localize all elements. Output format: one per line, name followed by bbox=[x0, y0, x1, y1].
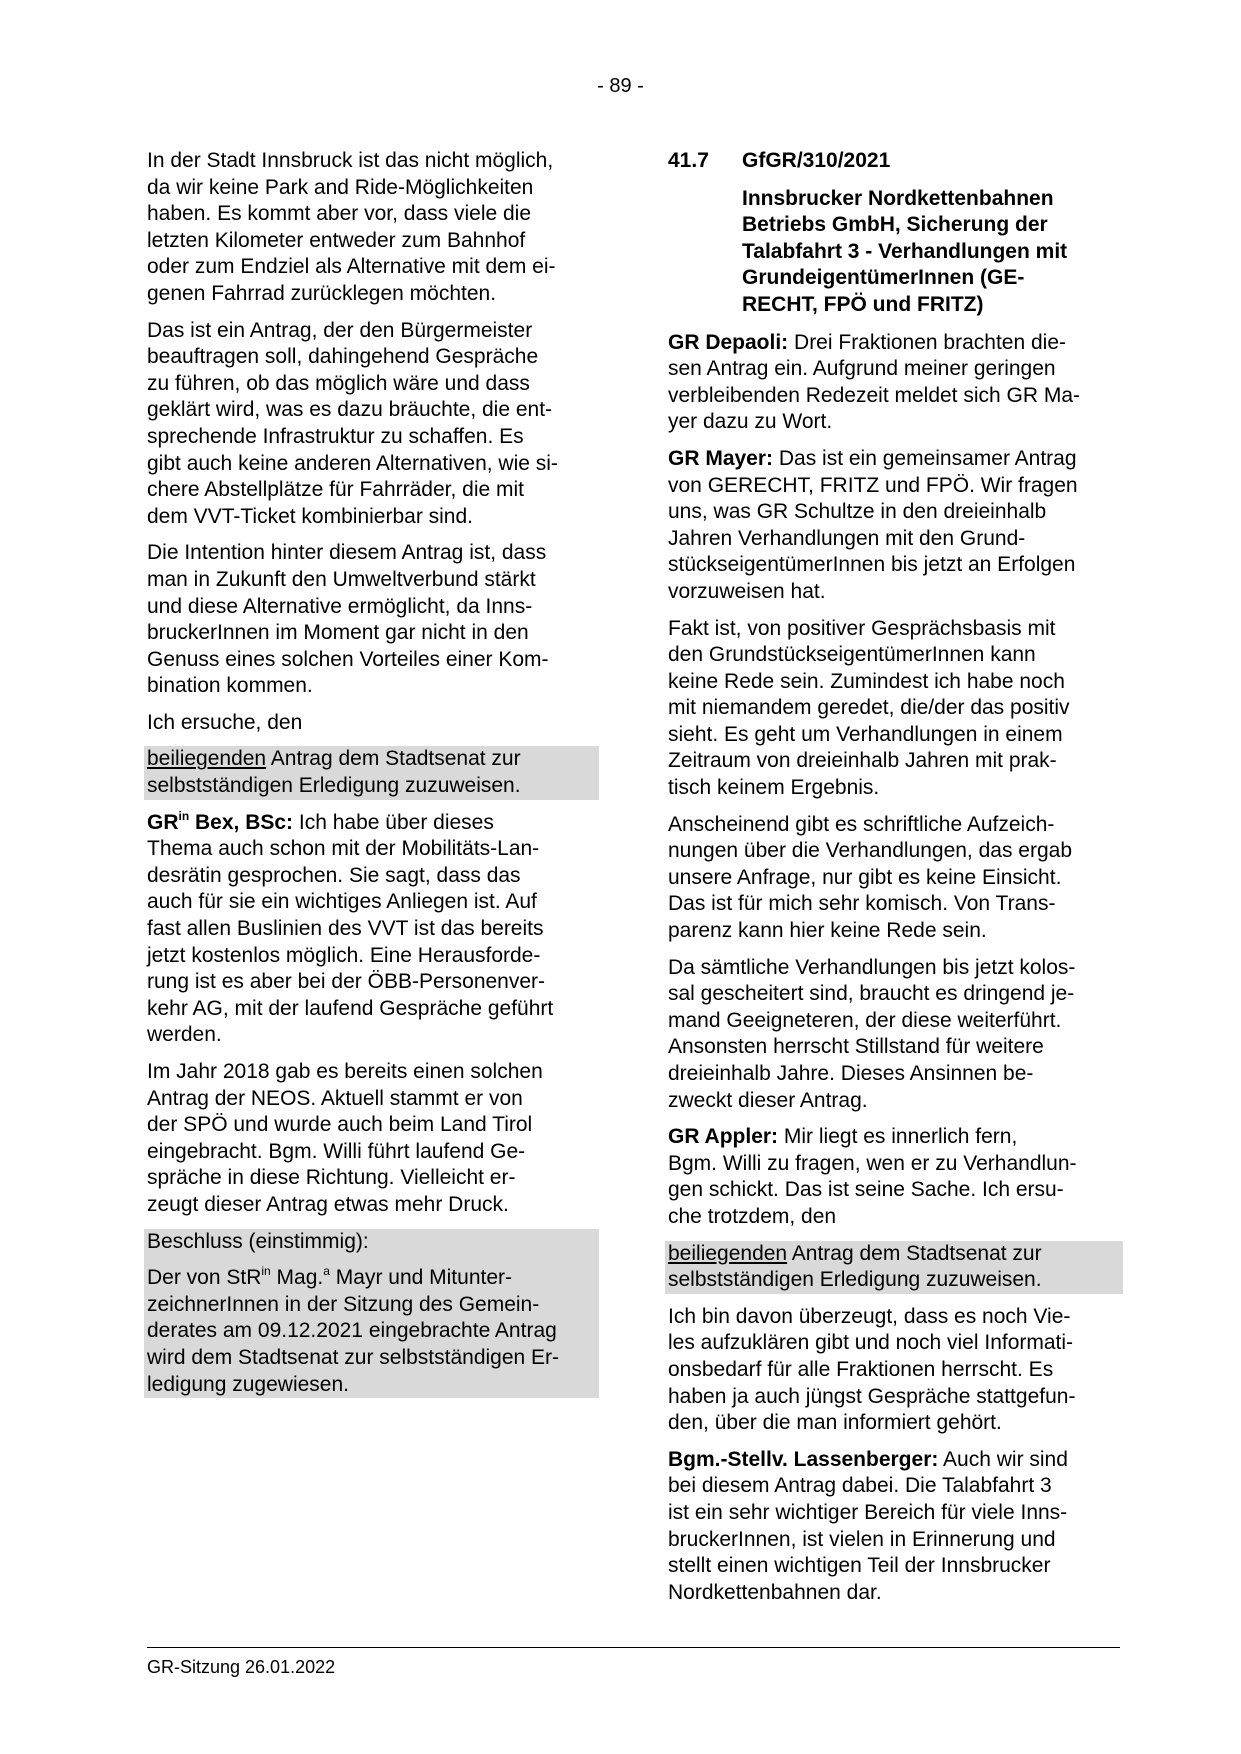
paragraph-antrag-buergermeister bbox=[147, 318, 599, 531]
speaker-name: $GR^{in}$ Bex, BSc: bbox=[147, 808, 294, 834]
footer-session-date: GR-Sitzung 26.01.2022 bbox=[147, 1657, 336, 1677]
title-line: RECHT, FPÖ und FRITZ) bbox=[742, 292, 984, 316]
paragraph-park-and-ride bbox=[147, 148, 599, 308]
speech-first-line bbox=[147, 810, 599, 837]
paragraph-ich-bin bbox=[668, 1304, 1120, 1437]
text-line: Antrag der NEOS. Aktuell stammt er von bbox=[147, 1086, 523, 1110]
motion-underlined-text: beiliegenden bbox=[668, 1241, 788, 1265]
speech-text: Auch wir sind bbox=[938, 1447, 1068, 1471]
speaker-name: GR Appler: bbox=[668, 1125, 779, 1149]
text-line: Zeitraum von dreieinhalb Jahren mit prak- bbox=[668, 749, 1057, 773]
motion-box bbox=[665, 1241, 1123, 1294]
motion-line: selbstständigen Erledigung zuzuweisen. bbox=[147, 774, 521, 798]
text-line: Bgm. Willi zu fragen, wen er zu Verhandlun- bbox=[668, 1151, 1077, 1175]
text-line: man in Zukunft den Umweltverbund stärkt bbox=[147, 567, 536, 591]
text-line: eingebracht. Bgm. Willi führt laufend Ge- bbox=[147, 1139, 526, 1163]
text-line: fast allen Buslinien des VVT ist das bereits bbox=[147, 917, 544, 941]
text-line: mit niemandem geredet, die/der das positiv bbox=[668, 696, 1070, 720]
text-line: spräche in diese Richtung. Vielleicht er- bbox=[147, 1166, 516, 1190]
text-line: gen schickt. Das ist seine Sache. Ich ersu- bbox=[668, 1178, 1064, 1202]
text-line: nungen über die Verhandlungen, das ergab bbox=[668, 839, 1073, 863]
text-line: Das ist ein Antrag, der den Bürgermeister bbox=[147, 318, 533, 342]
text-line: Die Intention hinter diesem Antrag ist, dass bbox=[147, 541, 547, 565]
speech-mayer bbox=[668, 446, 1120, 606]
left-column bbox=[147, 148, 599, 1398]
text-line: von GERECHT, FRITZ und FPÖ. Wir fragen bbox=[668, 473, 1078, 497]
text-line: wird dem Stadtsenat zur selbstständigen Er- bbox=[147, 1345, 560, 1369]
text-line: In der Stadt Innsbruck ist das nicht möglich, bbox=[147, 149, 554, 172]
footer-divider bbox=[147, 1647, 1120, 1648]
speaker-name: GR Depaoli: bbox=[668, 330, 789, 354]
text-line: oder zum Endziel als Alternative mit dem ei- bbox=[147, 255, 556, 279]
agenda-item-code: GfGR/310/2021 bbox=[742, 149, 891, 172]
title-line: Innsbrucker Nordkettenbahnen bbox=[742, 186, 1054, 210]
text-line: vorzuweisen hat. bbox=[668, 579, 826, 603]
text-line: stellt einen wichtigen Teil der Innsbrucker bbox=[668, 1554, 1051, 1578]
text-line: haben. Es kommt aber vor, dass viele die bbox=[147, 202, 532, 226]
text-line: che trotzdem, den bbox=[668, 1204, 837, 1228]
paragraph-intention bbox=[147, 540, 599, 700]
text-line: zweckt dieser Antrag. bbox=[668, 1088, 868, 1112]
motion-line bbox=[668, 1241, 1123, 1268]
speech-first-line bbox=[668, 330, 1120, 357]
text-line: Jahren Verhandlungen mit den Grund- bbox=[668, 526, 1026, 550]
speech-depaoli bbox=[668, 330, 1120, 436]
text-line: Nordkettenbahnen dar. bbox=[668, 1580, 882, 1604]
text-line: unsere Anfrage, nur gibt es keine Einsicht. bbox=[668, 865, 1062, 889]
text-line: chere Abstellplätze für Fahrräder, die mit bbox=[147, 478, 525, 502]
text-line: und diese Alternative ermöglicht, da Inns- bbox=[147, 594, 533, 618]
resolution-first-line: Der von StR$^{in}$ Mag.$^a$ Mayr und Mitunter- bbox=[147, 1264, 512, 1290]
text-line: onsbedarf für alle Fraktionen herrscht. Es bbox=[668, 1357, 1054, 1381]
text-line: bruckerInnen im Moment gar nicht in den bbox=[147, 621, 529, 645]
motion-line bbox=[147, 746, 599, 773]
text-line: Ich bin davon überzeugt, dass es noch Vie- bbox=[668, 1304, 1071, 1328]
text-line: geklärt wird, was es dazu bräuchte, die ent- bbox=[147, 398, 553, 422]
motion-box bbox=[144, 746, 599, 799]
text-line: parenz kann hier keine Rede sein. bbox=[668, 919, 987, 943]
motion-line: selbstständigen Erledigung zuzuweisen. bbox=[668, 1268, 1042, 1292]
motion-text: Antrag dem Stadtsenat zur bbox=[266, 747, 521, 771]
text-line: Im Jahr 2018 gab es bereits einen solchen bbox=[147, 1060, 543, 1083]
text-line: kehr AG, mit der laufend Gespräche geführt bbox=[147, 996, 554, 1020]
text-line: Da sämtliche Verhandlungen bis jetzt kolos- bbox=[668, 955, 1076, 979]
text-line: auch für sie ein wichtiges Anliegen ist. Auf bbox=[147, 890, 537, 914]
paragraph-neos bbox=[147, 1059, 599, 1219]
paragraph-ich-ersuche bbox=[147, 710, 599, 737]
text-line: Anscheinend gibt es schriftliche Aufzeich- bbox=[668, 812, 1055, 836]
resolution-title: Beschluss (einstimmig): bbox=[147, 1229, 369, 1253]
text-line: genen Fahrrad zurücklegen möchten. bbox=[147, 281, 497, 305]
speech-appler bbox=[668, 1124, 1120, 1230]
speaker-name: Bgm.-Stellv. Lassenberger: bbox=[668, 1447, 939, 1471]
speech-text: Das ist ein gemeinsamer Antrag bbox=[773, 446, 1077, 470]
text-line: Ansonsten herrscht Stillstand für weitere bbox=[668, 1035, 1044, 1059]
paragraph-anscheinend bbox=[668, 812, 1120, 945]
text-line: haben ja auch jüngst Gespräche stattgefun- bbox=[668, 1384, 1076, 1408]
text-line: stückseigentümerInnen bis jetzt an Erfolgen bbox=[668, 553, 1076, 577]
right-column bbox=[668, 148, 1120, 1616]
title-line: Betriebs GmbH, Sicherung der bbox=[742, 213, 1048, 237]
resolution-box bbox=[144, 1229, 599, 1399]
text-line: verbleibenden Redezeit meldet sich GR Ma- bbox=[668, 383, 1081, 407]
text-line: tisch keinem Ergebnis. bbox=[668, 776, 880, 800]
speech-first-line bbox=[668, 446, 1120, 473]
text-line: keine Rede sein. Zumindest ich habe noch bbox=[668, 669, 1065, 693]
speech-bex bbox=[147, 810, 599, 1049]
text-line: werden. bbox=[147, 1023, 222, 1047]
text-line: Fakt ist, von positiver Gesprächsbasis mit bbox=[668, 616, 1056, 640]
text-line: bei diesem Antrag dabei. Die Talabfahrt 3 bbox=[668, 1474, 1052, 1498]
text-line: uns, was GR Schultze in den dreieinhalb bbox=[668, 500, 1047, 524]
text-line: sen Antrag ein. Aufgrund meiner geringen bbox=[668, 357, 1056, 381]
text-line: den GrundstückseigentümerInnen kann bbox=[668, 643, 1036, 667]
text-line: mand Geeigneteren, der diese weiterführt. bbox=[668, 1008, 1062, 1032]
speaker-name: GR Mayer: bbox=[668, 446, 774, 470]
paragraph-fakt bbox=[668, 616, 1120, 802]
title-line: Talabfahrt 3 - Verhandlungen mit bbox=[742, 239, 1068, 263]
speech-text: Ich habe über dieses bbox=[293, 810, 494, 834]
text-line: der SPÖ und wurde auch beim Land Tirol bbox=[147, 1113, 533, 1137]
text-line: sal gescheitert sind, braucht es dringend je- bbox=[668, 982, 1075, 1006]
speech-text: Drei Fraktionen brachten die- bbox=[788, 330, 1066, 354]
text-line: Das ist für mich sehr komisch. Von Trans- bbox=[668, 892, 1056, 916]
text-line: den, über die man informiert gehört. bbox=[668, 1411, 1002, 1435]
text-line: ist ein sehr wichtiger Bereich für viele Inns- bbox=[668, 1500, 1068, 1524]
text-line: sprechende Infrastruktur zu schaffen. Es bbox=[147, 424, 524, 448]
text-line: yer dazu zu Wort. bbox=[668, 410, 833, 434]
text-line: Ich ersuche, den bbox=[147, 710, 303, 734]
text-line: zeugt dieser Antrag etwas mehr Druck. bbox=[147, 1192, 509, 1216]
text-line: letzten Kilometer entweder zum Bahnhof bbox=[147, 228, 526, 252]
speech-first-line bbox=[668, 1124, 1120, 1151]
speech-first-line bbox=[668, 1447, 1120, 1474]
text-line: dreieinhalb Jahre. Dieses Ansinnen be- bbox=[668, 1062, 1034, 1085]
speech-text: Mir liegt es innerlich fern, bbox=[778, 1125, 1018, 1149]
speech-lassenberger bbox=[668, 1447, 1120, 1607]
title-line: GrundeigentümerInnen (GE- bbox=[742, 266, 1025, 290]
text-line: ledigung zugewiesen. bbox=[147, 1372, 349, 1396]
text-line: zu führen, ob das möglich wäre und dass bbox=[147, 371, 530, 395]
text-line: rung ist es aber bei der ÖBB-Personenver- bbox=[147, 970, 546, 994]
text-line: da wir keine Park and Ride-Möglichkeiten bbox=[147, 175, 534, 199]
text-line: beauftragen soll, dahingehend Gespräche bbox=[147, 345, 539, 369]
text-line: desrätin gesprochen. Sie sagt, dass das bbox=[147, 863, 521, 887]
text-line: zeichnerInnen in der Sitzung des Gemein- bbox=[147, 1292, 540, 1316]
motion-text: Antrag dem Stadtsenat zur bbox=[787, 1241, 1042, 1265]
text-line: dem VVT-Ticket kombinierbar sind. bbox=[147, 504, 474, 528]
text-line: les aufzuklären gibt und noch viel Informati- bbox=[668, 1331, 1074, 1355]
text-line: sieht. Es geht um Verhandlungen in einem bbox=[668, 722, 1063, 746]
motion-underlined-text: beiliegenden bbox=[147, 747, 267, 771]
agenda-item-number: 41.7 bbox=[668, 149, 709, 172]
text-line: derates am 09.12.2021 eingebrachte Antrag bbox=[147, 1319, 557, 1343]
text-line: Genuss eines solchen Vorteiles einer Kom- bbox=[147, 647, 549, 671]
text-line: gibt auch keine anderen Alternativen, wie si- bbox=[147, 451, 558, 475]
text-line: jetzt kostenlos möglich. Eine Herausforde- bbox=[147, 943, 541, 967]
text-line: bination kommen. bbox=[147, 674, 313, 698]
page-number: - 89 - bbox=[597, 75, 644, 97]
agenda-item-heading bbox=[668, 148, 1120, 175]
paragraph-da-saemtliche bbox=[668, 955, 1120, 1115]
agenda-item-title bbox=[742, 186, 1120, 319]
text-line: Thema auch schon mit der Mobilitäts-Lan- bbox=[147, 837, 540, 861]
text-line: bruckerInnen, ist vielen in Erinnerung und bbox=[668, 1527, 1056, 1551]
